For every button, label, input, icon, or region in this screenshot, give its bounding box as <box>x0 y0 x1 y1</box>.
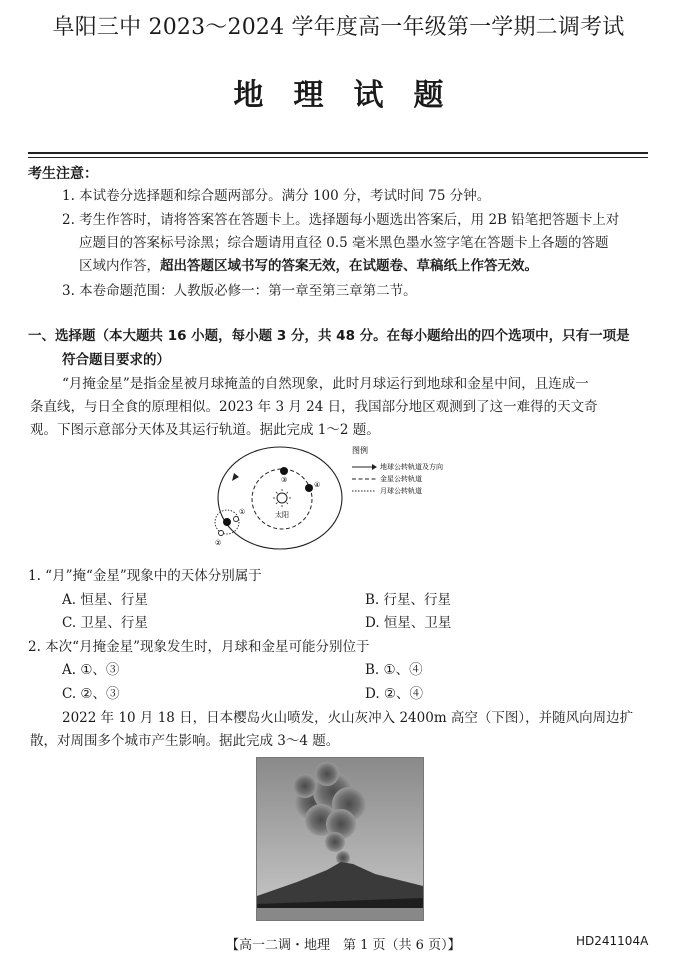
water <box>257 908 423 920</box>
earth-orbit-arrow-icon <box>232 473 239 481</box>
legend-item-earth: 地球公转轨道及方向 <box>380 463 443 471</box>
moon-dot-2 <box>219 531 224 536</box>
earth-dot <box>223 518 231 526</box>
marker-1: ① <box>239 508 246 516</box>
header-rule-bottom <box>28 157 648 158</box>
passage1-line-2: 条直线，与日全食的原理相似。2023 年 3 月 24 日，我国部分地区观测到了这一难得的天文奇 <box>30 399 598 415</box>
footer-page-info: 【高一二调・地理 第 1 页（共 6 页）】 <box>226 938 461 953</box>
venus-dot-top <box>280 467 288 475</box>
sun-label: 太阳 <box>275 511 289 519</box>
notice-item-2-tail: 区域内作答， <box>79 258 160 274</box>
notice-item-3: 3. 本卷命题范围：人教版必修一：第一章至第三章第二节。 <box>62 283 417 299</box>
passage2-line-1: 2022 年 10 月 18 日，日本樱岛火山喷发，火山灰冲入 2400m 高空（下图），并随风向周边扩 <box>62 710 634 726</box>
moon-dot-1 <box>234 517 239 522</box>
legend-title: 图例 <box>352 446 368 455</box>
q2-option-a: A. ①、③ <box>62 662 120 678</box>
q1-option-c: C. 卫星、行星 <box>62 615 148 631</box>
venus-dot-right <box>305 484 313 492</box>
passage2-line-2: 散，对周围多个城市产生影响。据此完成 3～4 题。 <box>30 733 340 749</box>
header-rule-top <box>28 152 648 154</box>
volcano-photo <box>256 757 424 921</box>
q1-option-d: D. 恒星、卫星 <box>365 615 452 631</box>
marker-3: ③ <box>281 476 288 484</box>
q1-stem: 1. “月”掩“金星”现象中的天体分别属于 <box>28 568 262 584</box>
marker-2: ② <box>215 539 222 547</box>
notice-item-2: 2. 考生作答时，请将答案答在答题卡上。选择题每小题选出答案后，用 2B 铅笔把答题卡上对 <box>62 212 620 228</box>
q2-option-c: C. ②、③ <box>62 686 120 702</box>
subject-title: 地理试题 <box>233 78 474 113</box>
passage1-line-1: “月掩金星”是指金星被月球掩盖的自然现象，此时月球运行到地球和金星中间，且连成一 <box>62 376 589 392</box>
legend-arrow-icon <box>372 464 377 470</box>
q1-option-a: A. 恒星、行星 <box>62 592 148 608</box>
q2-option-b: B. ①、④ <box>365 662 423 678</box>
passage1-line-3: 观。下图示意部分天体及其运行轨道。据此完成 1～2 题。 <box>30 422 380 438</box>
sun-icon <box>277 493 287 503</box>
legend-item-moon: 月球公转轨道 <box>380 487 422 495</box>
notice-item-1: 1. 本试卷分选择题和综合题两部分。满分 100 分，考试时间 75 分钟。 <box>62 188 491 204</box>
section1-heading: 一、选择题（本大题共 16 小题，每小题 3 分，共 48 分。在每小题给出的四个选项中，只有一项是 <box>28 328 630 344</box>
exam-title: 阜阳三中 2023～2024 学年度高一年级第一学期二调考试 <box>52 15 625 40</box>
marker-4: ④ <box>314 481 321 489</box>
section1-heading-cont: 符合题目要求的） <box>62 352 170 368</box>
notice-item-2-end <box>79 256 538 276</box>
notice-warning: 超出答题区域书写的答案无效，在试题卷、草稿纸上作答无效。 <box>160 258 538 274</box>
q2-option-d: D. ②、④ <box>365 686 424 702</box>
q2-stem: 2. 本次“月掩金星”现象发生时，月球和金星可能分别位于 <box>28 639 370 655</box>
q1-option-b: B. 行星、行星 <box>365 592 452 608</box>
notice-item-2-cont: 应题目的答案标号涂黑；综合题请用直径 0.5 毫米黑色墨水签字笔在答题卡上各题的答题 <box>79 235 609 251</box>
footer-code: HD241104A <box>576 934 649 948</box>
notice-heading: 考生注意： <box>28 166 98 182</box>
legend-item-venus: 金星公转轨道 <box>380 475 422 483</box>
orbit-diagram <box>212 441 482 556</box>
